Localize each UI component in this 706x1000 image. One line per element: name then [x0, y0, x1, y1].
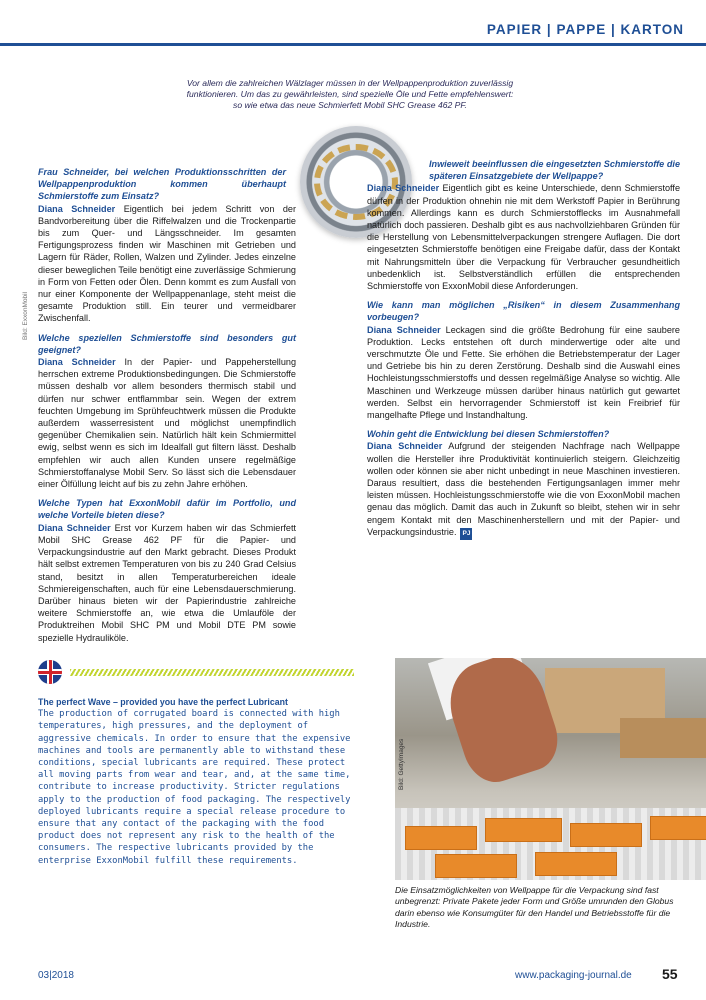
left-column	[38, 166, 296, 644]
question-2: Welche speziellen Schmierstoffe sind besonders gut geeignet?	[38, 332, 296, 355]
issue-number: 03|2018	[38, 970, 74, 981]
image-credit-left: Bild: ExxonMobil	[22, 291, 29, 340]
speaker-name: Diana Schneider	[367, 183, 440, 194]
right-column	[367, 158, 680, 540]
speaker-name: Diana Schneider	[367, 324, 441, 335]
question-4: Inwieweit beeinflussen die eingesetzten Schmierstoffe die späteren Einsatzgebiete der Wellpappe?	[429, 159, 680, 182]
website-link[interactable]: www.packaging-journal.de	[515, 970, 632, 981]
english-summary	[38, 696, 356, 867]
decorative-stripe	[70, 669, 354, 676]
section-title: PAPIER | PAPPE | KARTON	[486, 22, 684, 37]
page-number: 55	[662, 966, 678, 982]
top-caption	[150, 78, 550, 111]
speaker-name: Diana Schneider	[38, 522, 111, 533]
answer-2	[38, 356, 296, 490]
image-credit-photo: Bild: GettyImages	[398, 738, 405, 790]
speaker-name: Diana Schneider	[367, 441, 443, 452]
photo-caption: Die Einsatzmöglichkeiten von Wellpappe für die Verpackung sind fast unbegrenzt: Private Pakete jeder Form und Größe umrunden den Globus darin ebenso wie Konsumgüter für den Handel und Betriebsstoffe für die Industrie.	[395, 885, 674, 929]
top-caption-line-1: Vor allem die zahlreichen Wälzlager müssen in der Wellpappenproduktion zuverlässig	[186, 78, 514, 88]
answer-5-text: Leckagen sind die größte Bedrohung für eine saubere Produktion. Lecks entstehen oft durch minderwertige oder alte und verschmutzte Öle und Fette. Sie erhöhen die Betriebstemperatur der Lager und Getriebe bis hin zu deren Zerstörung. Deshalb sind die Auswahl eines Hochleistungsschmierstoffs und dessen regelmäßige Analyse so wichtig. Alle Maschinen und Werkzeuge müssen darüber hinaus natürlich gut gewartet werden. Selbst ein hervorragender Schmierstoff ist kein Freibrief für mangelhafte Pflege und Instandhaltung.	[367, 324, 680, 421]
question-1: Frau Schneider, bei welchen Produktionsschritten der Wellpappenproduktion kommen überhaupt Schmierstoffe zum Einsatz?	[38, 167, 286, 202]
answer-4-text: Eigentlich gibt es keine Unterschiede, denn Schmierstoffe dürfen in der Produktion ohnehin nie mit dem Werkstoff Papier in Berührung kommen. Allerdings kann es durch Schmierstofflecks im Ausnahmefall natürlich doch passieren. Deshalb gibt es aus nachvollziehbaren Gründen für die Herstellung von Lebensmittelverpackungen strengere Auflagen. Die dort eingesetzten Schmierstoffe benötigen eine Freigabe dafür, dass der Kontakt mit Nahrungsmitteln über die Verpackung für Verbraucher gesundheitlich unbedenklich ist. Selbstverständlich erfüllen die entsprechenden Schmierstoffe von ExxonMobil diese Anforderungen.	[367, 183, 680, 292]
english-summary-header	[38, 660, 356, 684]
answer-5	[367, 324, 680, 422]
english-summary-title: The perfect Wave – provided you have the perfect Lubricant	[38, 697, 288, 707]
question-3: Welche Typen hat ExxonMobil dafür im Portfolio, und welche Vorteile bieten diese?	[38, 498, 296, 521]
author-signature-badge: PJ	[460, 528, 472, 540]
top-bar	[0, 0, 706, 20]
answer-4	[367, 182, 680, 292]
english-summary-body: The production of corrugated board is connected with high temperatures, high pressures, and the deployment of aggressive chemicals. In order to ensure that the expensive machines and tools are permanently able to withstand these conditions, special lubricants are required. These protect all moving parts from wear and tear, and, at the same time, contribute to increase productivity. Stricter regulations apply to the production of food packaging. The respectively deployed lubricants require a special release procedure to ensure that any contact of the packaging with the food product does not represent any risk to the health of the consumers. The respective lubricants provided by the enterprise ExxonMobil fulfill these requirements.	[38, 709, 351, 866]
answer-6	[367, 440, 680, 540]
speaker-name: Diana Schneider	[38, 357, 116, 368]
answer-2-text: In der Papier- und Pappeherstellung herrschen extreme Produktionsbedingungen. Die Schmierstoffe müssen deshalb vor allem besonders thermisch stabil und dürfen nur schwer entflammbar sein. Wegen der extrem feuchten Umgebung im Sprühfeuchtwerk müssen die Produkte außerdem wasserresistent und möglichst unempfindlich gegenüber Chemikalien sein. Natürlich hält kein Schmiermittel ewig, selbst wenn es sich im Idealfall gut filtern lässt. Deshalb empfehlen wir auch allen Kunden unsere regelmäßige Schmierstoffanalyse Mobil Serv. So lässt sich die Lebensdauer einer Ölfüllung leicht auf bis zu zehn Jahre erhöhen.	[38, 357, 296, 490]
uk-flag-icon	[38, 660, 62, 684]
question-6: Wohin geht die Entwicklung bei diesen Schmierstoffen?	[367, 429, 610, 440]
answer-1	[38, 203, 296, 325]
section-rule	[0, 43, 706, 46]
top-caption-line-3: so wie etwa das neue Schmierfett Mobil SHC Grease 462 PF.	[233, 100, 467, 110]
answer-6-text: Aufgrund der steigenden Nachfrage nach Wellpappe wollen die Hersteller ihre Produktivität kontinuierlich steigern. Gleichzeitig wollen oder können sie aber nicht unbedingt in neue Maschinen investieren. Daraus resultiert, dass die bestehenden Fertigungsanlagen immer mehr leisten müssen. Hochleistungsschmierstoffe wie die von ExxonMobil machen genau das möglich. Damit das auch in Zukunft so bleibt, stehen wir in sehr engem Kontakt mit den Maschinenherstellern und mit der Papier- und Verpackungsindustrie.	[367, 441, 680, 537]
answer-1-text: Eigentlich bei jedem Schritt von der Bandvorbereitung über die Riffelwalzen und die Trockenpartie bis zum Quer- und Längsschneider. Im gesamten Fertigungsprozess finden wir Maschinen mit Getrieben und Lagern für Räder, Rollen, Walzen und Zylinder. Jedes einzelne dieser beweglichen Teile benötigt eine zuverlässige Schmierung in Form von Fetten oder Ölen. Denn kommt es zum Ausfall von nur einer Komponente der Wellpappenanlage, steht meist die gesamte Produktion still. Ein teurer und vermeidbarer Zwischenfall.	[38, 203, 297, 324]
top-caption-line-2: funktionieren. Um das zu gewährleisten, sind spezielle Öle und Fette empfehlenswert:	[186, 89, 514, 99]
question-5: Wie kann man möglichen „Risiken“ in diesem Zusammenhang vorbeugen?	[367, 300, 680, 323]
speaker-name: Diana Schneider	[38, 203, 116, 214]
answer-3	[38, 522, 296, 644]
answer-3-text: Erst vor Kurzem haben wir das Schmierfett Mobil SHC Grease 462 PF für die Papier- und Verpackungsindustrie auf den Markt gebracht. Dieses Produkt hält selbst extremen Temperaturen von bis zu 240 Grad Celsius stand, besitzt in allen Temperaturbereichen ideale Schmiereigenschaften, auch für eine Lebensdauerschmierung. Darüber hinaus bieten wir der Papierindustrie zahlreiche weitere Schmierstoffe an, wie etwa die Umlauföle der Produktreihen Mobil SHC PM und Mobil DTE PM sowie spezielle Hydrauliköle.	[38, 522, 297, 643]
packaging-photo	[395, 658, 706, 880]
